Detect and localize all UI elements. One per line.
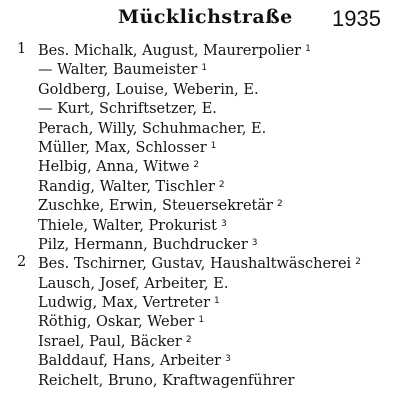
entry-text xyxy=(38,311,204,332)
floor-marker: 3 xyxy=(220,218,227,229)
floor-marker: 1 xyxy=(305,44,311,54)
floor-marker: 2 xyxy=(193,160,200,171)
resident-text: — Walter, Baumeister xyxy=(38,62,198,79)
entry-text xyxy=(38,292,220,313)
resident-text: Lausch, Josef, Arbeiter, E. xyxy=(38,275,229,292)
entry-text xyxy=(38,118,270,139)
entry-text xyxy=(38,137,216,158)
entry-text xyxy=(38,59,207,80)
resident-text: Thiele, Walter, Prokurist xyxy=(38,217,217,234)
resident-text: Zuschke, Erwin, Steuersekretär xyxy=(38,198,273,215)
resident-text: Reichelt, Bruno, Kraftwagenführer xyxy=(38,372,295,389)
floor-marker: 2 xyxy=(218,179,225,190)
list-item xyxy=(0,98,400,117)
entry-text xyxy=(38,350,231,371)
list-item xyxy=(0,40,400,59)
floor-marker: 3 xyxy=(225,354,231,365)
floor-marker: 1 xyxy=(198,315,205,326)
entry-text xyxy=(38,370,298,391)
list-item xyxy=(0,59,400,78)
entry-text xyxy=(38,234,258,255)
floor-marker: 1 xyxy=(210,140,217,151)
resident-text: Müller, Max, Schlosser xyxy=(38,139,207,156)
list-item xyxy=(0,156,400,175)
entry-text xyxy=(38,98,221,119)
resident-text: Perach, Willy, Schuhmacher, E. xyxy=(38,120,267,137)
floor-marker: 1 xyxy=(214,296,220,307)
list-item xyxy=(0,350,400,369)
resident-text: Bes. Michalk, August, Maurerpolier xyxy=(38,43,302,59)
entry-text xyxy=(38,195,283,216)
entry-text xyxy=(38,79,263,100)
floor-marker: 3 xyxy=(251,237,258,248)
entry-text xyxy=(38,253,361,274)
resident-text: Balddauf, Hans, Arbeiter xyxy=(38,353,222,370)
resident-text: — Kurt, Schriftsetzer, E. xyxy=(38,101,217,118)
house-number: 1 xyxy=(17,41,27,57)
floor-marker: 1 xyxy=(201,63,208,74)
floor-marker: 2 xyxy=(355,257,361,268)
list-item xyxy=(0,331,400,350)
entry-text xyxy=(38,215,227,236)
list-item xyxy=(0,292,400,311)
entry-text xyxy=(38,176,225,197)
floor-marker: 2 xyxy=(185,334,192,345)
resident-text: Helbig, Anna, Witwe xyxy=(38,159,190,176)
resident-text: Randig, Walter, Tischler xyxy=(38,178,215,195)
list-item xyxy=(0,253,400,272)
list-item xyxy=(0,79,400,98)
floor-marker: 2 xyxy=(276,199,283,210)
list-item xyxy=(0,195,400,214)
resident-text: Israel, Paul, Bäcker xyxy=(38,333,182,350)
resident-text: Bes. Tschirner, Gustav, Haushaltwäscherei xyxy=(38,256,352,273)
list-item xyxy=(0,311,400,330)
house-number: 2 xyxy=(17,254,27,271)
entry-list xyxy=(0,40,400,389)
street-title: Mücklichstraße xyxy=(118,6,293,28)
entry-text xyxy=(38,40,311,61)
list-item xyxy=(0,118,400,137)
resident-text: Goldberg, Louise, Weberin, E. xyxy=(38,81,259,98)
list-item xyxy=(0,234,400,253)
resident-text: Ludwig, Max, Vertreter xyxy=(38,295,211,312)
list-item xyxy=(0,137,400,156)
entry-text xyxy=(38,156,199,177)
resident-text: Pilz, Hermann, Buchdrucker xyxy=(38,236,248,253)
resident-text: Röthig, Oskar, Weber xyxy=(38,314,195,331)
list-item xyxy=(0,176,400,195)
year-label: 1935 xyxy=(332,6,381,31)
list-item xyxy=(0,273,400,292)
entry-text xyxy=(38,331,192,352)
list-item xyxy=(0,215,400,234)
entry-text xyxy=(38,273,232,294)
list-item xyxy=(0,370,400,389)
